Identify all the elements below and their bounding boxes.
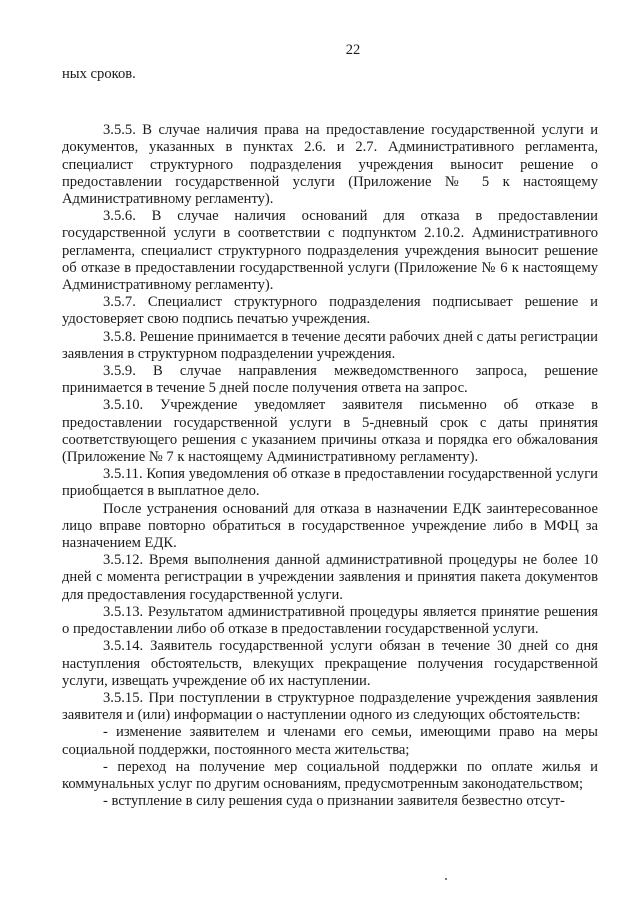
paragraph-3-5-9: 3.5.9. В случае направления межведомственного запроса, решение принимается в течение 5 дней после получения ответа на запрос. (62, 363, 598, 397)
paragraph-3-5-13: 3.5.13. Результатом административной процедуры является принятие решения о предоставлении либо об отказе в предоставлении государственной услуги. (62, 603, 598, 638)
list-item-residence-change: - изменение заявителем и членами его семьи, имеющими право на меры социальной поддержки, постоянного места жительства; (62, 724, 598, 758)
list-item-court-decision: - вступление в силу решения суда о признании заявителя безвестно отсут- (103, 793, 565, 810)
paragraph-3-5-5: 3.5.5. В случае наличия права на предоставление государственной услуги и документов, указанных в пунктах 2.6. и 2.7. Административного регламента, специалист структурного подразделения учреждения выносит решение о предоставлении государственной услуги (Приложение № 5 к настоящему Административному регламенту). (62, 122, 598, 208)
page-number: 22 (345, 42, 361, 58)
scan-speck (445, 878, 447, 880)
paragraph-3-5-6: 3.5.6. В случае наличия оснований для отказа в предоставлении государственной услуги в соответствии с подпунктом 2.10.2. Административного регламента, специалист структурного подразделения учреждения выносит решение об отказе в предоставлении государственной услуги (Приложение № 6 к настоящему Административному регламенту). (62, 208, 598, 294)
paragraph-3-5-7: 3.5.7. Специалист структурного подразделения подписывает решение и удостоверяет свою подпись печатью учреждения. (62, 294, 598, 328)
paragraph-3-5-8: 3.5.8. Решение принимается в течение десяти рабочих дней с даты регистрации заявления в структурном подразделении учреждения. (62, 328, 598, 362)
document-body (62, 66, 598, 810)
paragraph-continuation: ных сроков. (62, 66, 136, 82)
paragraph-3-5-12: 3.5.12. Время выполнения данной административной процедуры не более 10 дней с момента регистрации в учреждении заявления и принятия пакета документов для предоставления государственной услуги. (62, 552, 598, 603)
paragraph-3-5-10: 3.5.10. Учреждение уведомляет заявителя письменно об отказе в предоставлении государственной услуги в 5-дневный срок с даты принятия соответствующего решения с указанием причины отказа и порядка его обжалования (Приложение № 7 к настоящему Административному регламенту). (62, 397, 598, 466)
paragraph-3-5-15: 3.5.15. При поступлении в структурное подразделение учреждения заявления заявителя и (или) информации о наступлении одного из следующих обстоятельств: (62, 689, 598, 724)
list-item-other-grounds: - переход на получение мер социальной поддержки по оплате жилья и коммунальных услуг по другим основаниям, предусмотренным законодательством; (62, 758, 598, 792)
paragraph-3-5-11: 3.5.11. Копия уведомления об отказе в предоставлении государственной услуги приобщается в выплатное дело. (62, 466, 598, 500)
paragraph-reapply: После устранения оснований для отказа в назначении ЕДК заинтересованное лицо вправе повторно обратиться в государственное учреждение либо в МФЦ за назначением ЕДК. (62, 500, 598, 552)
paragraph-3-5-14: 3.5.14. Заявитель государственной услуги обязан в течение 30 дней со дня наступления обстоятельств, влекущих прекращение получения государственной услуги, извещать учреждение об их наступлении. (62, 638, 598, 689)
